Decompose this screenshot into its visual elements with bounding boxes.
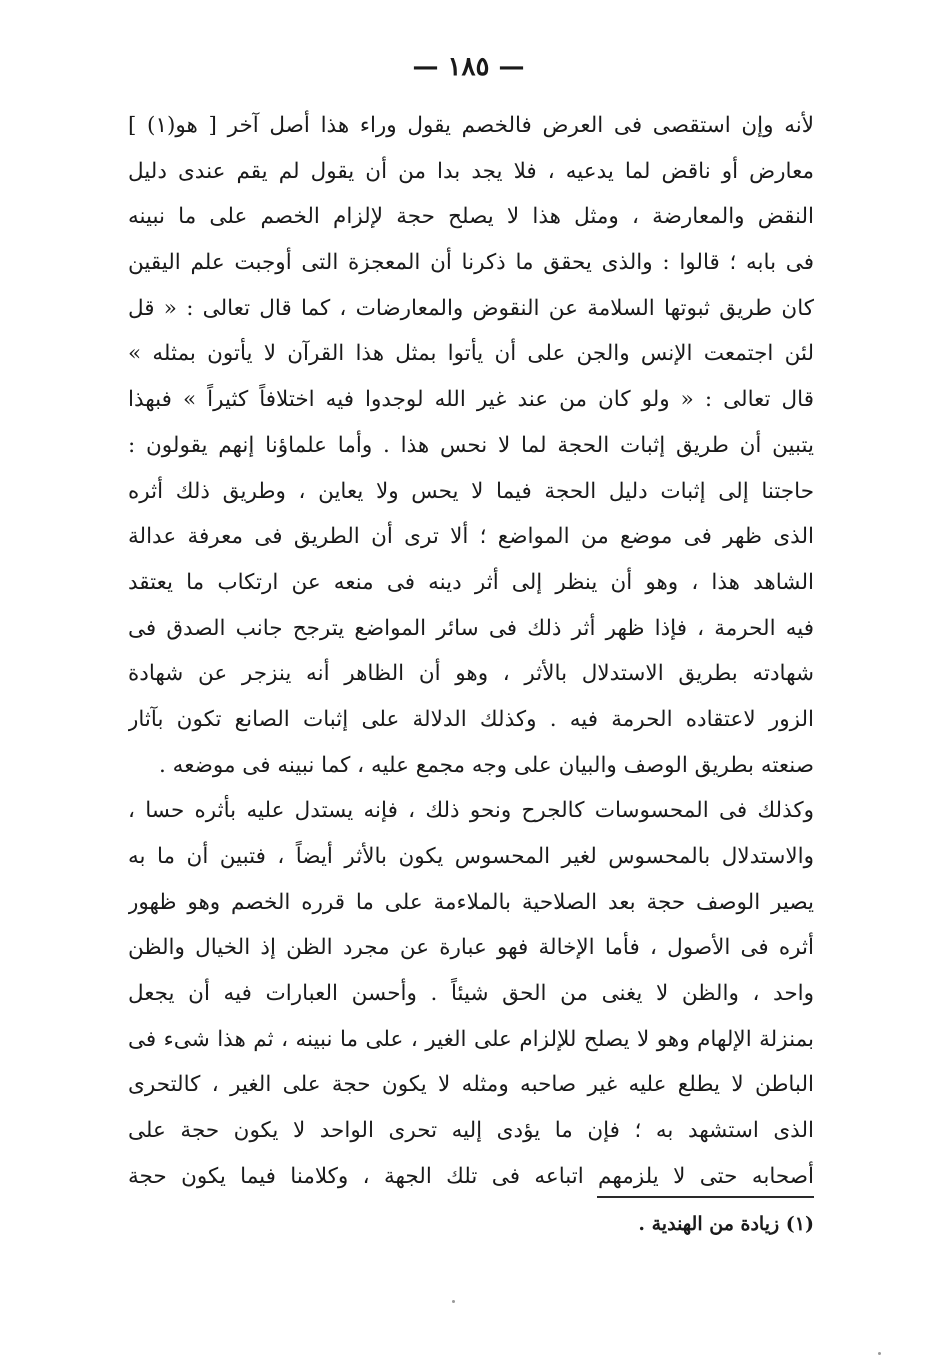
text-line: يتبين أن طريق إثبات الحجة لما لا نحس هذا . وأما علماؤنا إنهم يقولون : — [128, 432, 814, 458]
text-line: فى بابه ؛ قالوا : والذى يحقق ما ذكرنا أن المعجزة التى أوجبت علم اليقين — [128, 250, 814, 276]
text-line: الزور لاعتقاده الحرمة فيه . وكذلك الدلالة على إثبات الصانع تكون بآثار — [128, 706, 814, 732]
text-line: والاستدلال بالمحسوس لغير المحسوس يكون بالأثر أيضاً ، فتبين أن ما به — [128, 844, 814, 869]
text-line: واحد ، والظن لا يغنى من الحق شيئاً . وأحسن العبارات فيه أن يجعل — [128, 981, 814, 1007]
text-line: الذى استشهد به ؛ فإن ما يؤدى إليه تحرى الواحد لا يكون حجة على — [128, 1118, 814, 1144]
footnote-separator — [597, 1196, 814, 1198]
text-line: أصحابه حتى لا يلزمهم اتباعه فى تلك الجهة ، وكلامنا فيما يكون حجة — [128, 1163, 814, 1189]
text-line: كان طريق ثبوتها السلامة عن النقوض والمعارضات ، كما قال تعالى : « قل — [128, 295, 814, 321]
scan-speck — [878, 1352, 881, 1355]
page-number: — ١٨٥ — — [412, 52, 525, 82]
main-text-block — [128, 103, 814, 1200]
text-line: يصير الوصف حجة بعد الصلاحية بالملاءمة على ما قرره الخصم وهو ظهور — [128, 889, 814, 915]
text-line: معارض أو ناقض لما يدعيه ، فلا يجد بدا من أن يقول لم يقم عندى دليل — [128, 158, 814, 184]
text-line: الشاهد هذا ، وهو أن ينظر إلى أثر دينه فى منعه عن ارتكاب ما يعتقد — [128, 569, 814, 595]
scan-speck — [452, 1300, 455, 1303]
text-line: وكذلك فى المحسوسات كالجرح ونحو ذلك ، فإنه يستدل عليه بأثره حسا ، — [128, 798, 814, 824]
text-line: لئن اجتمعت الإنس والجن على أن يأتوا بمثل هذا القرآن لا يأتون بمثله » — [128, 341, 814, 367]
text-line: صنعته بطريق الوصف والبيان على وجه مجمع عليه ، كما نبينه فى موضعه . — [159, 752, 814, 778]
text-line: فيه الحرمة ، فإذا ظهر أثر ذلك فى سائر المواضع يترجح جانب الصدق فى — [128, 615, 814, 641]
text-line: بمنزلة الإلهام وهو لا يصلح للإلزام على الغير ، على ما نبينه ، ثم هذا شىء فى — [128, 1026, 814, 1052]
text-line: النقض والمعارضة ، ومثل هذا لا يصلح حجة لإلزام الخصم على ما نبينه — [128, 204, 814, 230]
text-line: الباطن لا يطلع عليه غير صاحبه ومثله لا يكون حجة على الغير ، كالتحرى — [128, 1072, 814, 1098]
text-line: الذى ظهر فى موضع من المواضع ؛ ألا ترى أن الطريق فى معرفة عدالة — [128, 524, 814, 550]
text-line: قال تعالى : « ولو كان من عند غير الله لوجدوا فيه اختلافاً كثيراً » فبهذا — [128, 387, 814, 413]
footnote-1: (١) زيادة من الهندية . — [638, 1213, 814, 1235]
text-line: أثره فى الأصول ، فأما الإخالة فهو عبارة عن مجرد الظن إذ الخيال والظن — [128, 935, 814, 961]
text-line: لأنه وإن استقصى فى العرض فالخصم يقول وراء هذا أصل آخر [ هو(١) ] — [128, 113, 814, 138]
text-line: حاجتنا إلى إثبات دليل الحجة فيما لا يحس ولا يعاين ، وطريق ذلك أثره — [128, 478, 814, 504]
text-line: شهادته بطريق الاستدلال بالأثر ، وهو أن الظاهر أنه ينزجر عن شهادة — [128, 661, 814, 687]
